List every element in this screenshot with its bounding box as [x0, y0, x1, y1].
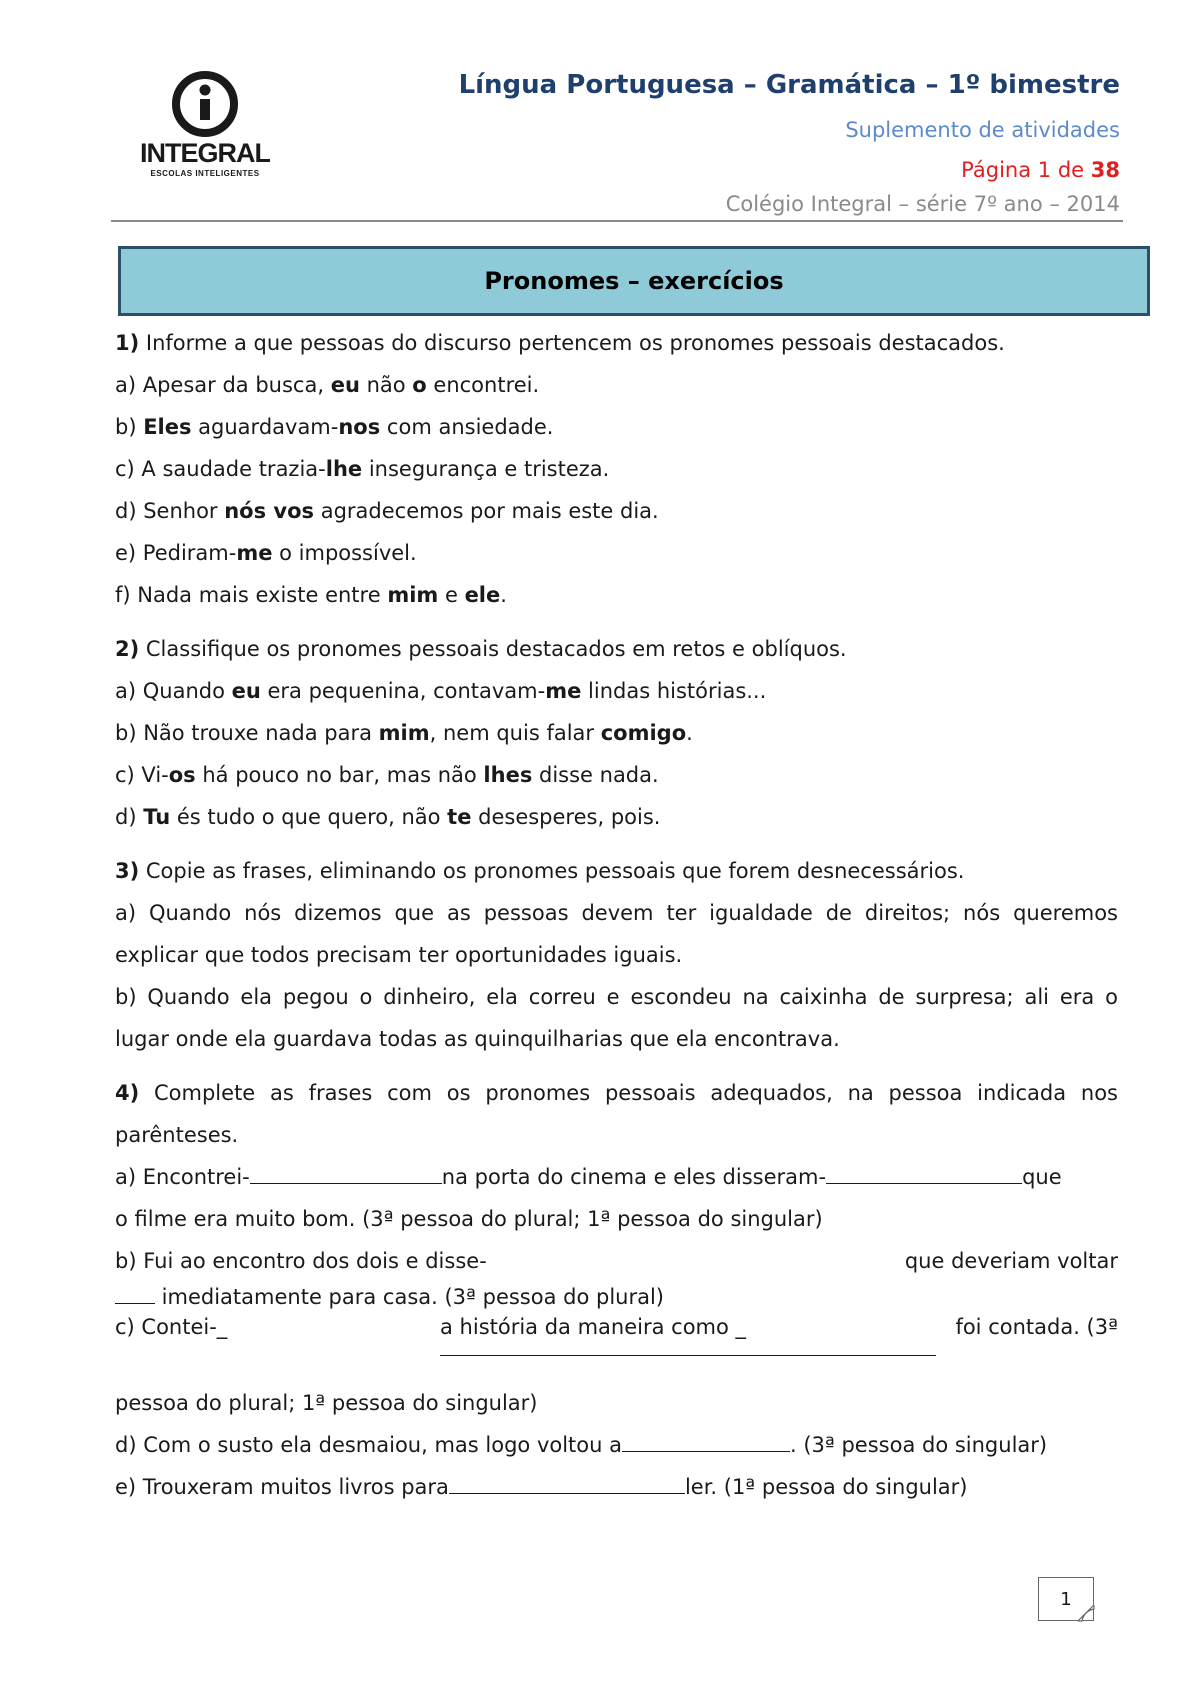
answer-blank[interactable]	[826, 1182, 1022, 1184]
q3-prompt: 3) Copie as frases, eliminando os pronomes pessoais que forem desnecessários.	[115, 859, 965, 883]
q1-item-c: c) A saudade trazia-lhe insegurança e tristeza.	[115, 457, 610, 481]
q3-item-a-line1: a) Quando nós dizemos que as pessoas devem ter igualdade de direitos; nós queremos	[115, 901, 1118, 925]
page-indicator: Página 1 de 38	[961, 158, 1120, 182]
integral-logo	[140, 68, 270, 183]
q1-item-f: f) Nada mais existe entre mim e ele.	[115, 583, 507, 607]
document-title: Língua Portuguesa – Gramática – 1º bimestre	[458, 70, 1120, 100]
answer-blank[interactable]	[115, 1302, 155, 1304]
q4-item-c-line2	[115, 1342, 1118, 1382]
svg-text:ESCOLAS INTELIGENTES: ESCOLAS INTELIGENTES	[150, 169, 260, 178]
q1-item-e: e) Pediram-me o impossível.	[115, 541, 417, 565]
q3-item-a-line2: explicar que todos precisam ter oportunidades iguais.	[115, 943, 683, 967]
exercise-content	[115, 322, 1118, 1508]
q4-item-e: e) Trouxeram muitos livros para ler. (1ª pessoa do singular)	[115, 1475, 968, 1499]
answer-blank[interactable]	[449, 1492, 685, 1494]
q4-item-a-line1: a) Encontrei- na porta do cinema e eles disseram- que	[115, 1165, 1062, 1189]
q3-item-b-line2: lugar onde ela guardava todas as quinquilharias que ela encontrava.	[115, 1027, 840, 1051]
q3-item-b-line1: b) Quando ela pegou o dinheiro, ela correu e escondeu na caixinha de surpresa; ali era o	[115, 985, 1118, 1009]
q2-item-a: a) Quando eu era pequenina, contavam-me lindas histórias...	[115, 679, 767, 703]
q2-prompt: 2) Classifique os pronomes pessoais destacados em retos e oblíquos.	[115, 637, 847, 661]
q2-item-c: c) Vi-os há pouco no bar, mas não lhes disse nada.	[115, 763, 659, 787]
header-divider	[111, 220, 1123, 222]
q4-item-c-line3: pessoa do plural; 1ª pessoa do singular)	[115, 1391, 538, 1415]
q4-item-b-line1: b) Fui ao encontro dos dois e disse- que deveriam voltar	[115, 1249, 1118, 1273]
q2-item-b: b) Não trouxe nada para mim, nem quis falar comigo.	[115, 721, 693, 745]
q1-item-d: d) Senhor nós vos agradecemos por mais este dia.	[115, 499, 659, 523]
school-info: Colégio Integral – série 7º ano – 2014	[725, 192, 1120, 216]
q2-item-d: d) Tu és tudo o que quero, não te desesperes, pois.	[115, 805, 661, 829]
document-subtitle: Suplemento de atividades	[845, 118, 1120, 142]
page-number: 1	[1038, 1577, 1094, 1621]
answer-blank[interactable]	[440, 1354, 936, 1356]
q4-item-b-line2: imediatamente para casa. (3ª pessoa do plural)	[115, 1282, 1118, 1312]
q4-prompt-line2: parênteses.	[115, 1123, 239, 1147]
svg-text:INTEGRAL: INTEGRAL	[140, 138, 270, 168]
answer-blank[interactable]	[250, 1182, 442, 1184]
q4-item-a-line2: o filme era muito bom. (3ª pessoa do plural; 1ª pessoa do singular)	[115, 1207, 823, 1231]
q1-prompt: 1) Informe a que pessoas do discurso pertencem os pronomes pessoais destacados.	[115, 331, 1005, 355]
q4-item-d: d) Com o susto ela desmaiou, mas logo voltou a . (3ª pessoa do singular)	[115, 1433, 1048, 1457]
q4-item-c-line1: c) Contei-_ a história da maneira como _ foi contada. (3ª	[115, 1315, 1118, 1339]
page-fold-icon	[1078, 1605, 1096, 1623]
q4-prompt-line1: 4) Complete as frases com os pronomes pessoais adequados, na pessoa indicada nos	[115, 1081, 1118, 1105]
q1-item-b: b) Eles aguardavam-nos com ansiedade.	[115, 415, 554, 439]
q1-item-a: a) Apesar da busca, eu não o encontrei.	[115, 373, 540, 397]
answer-blank[interactable]	[622, 1450, 790, 1452]
section-title: Pronomes – exercícios	[118, 246, 1150, 316]
